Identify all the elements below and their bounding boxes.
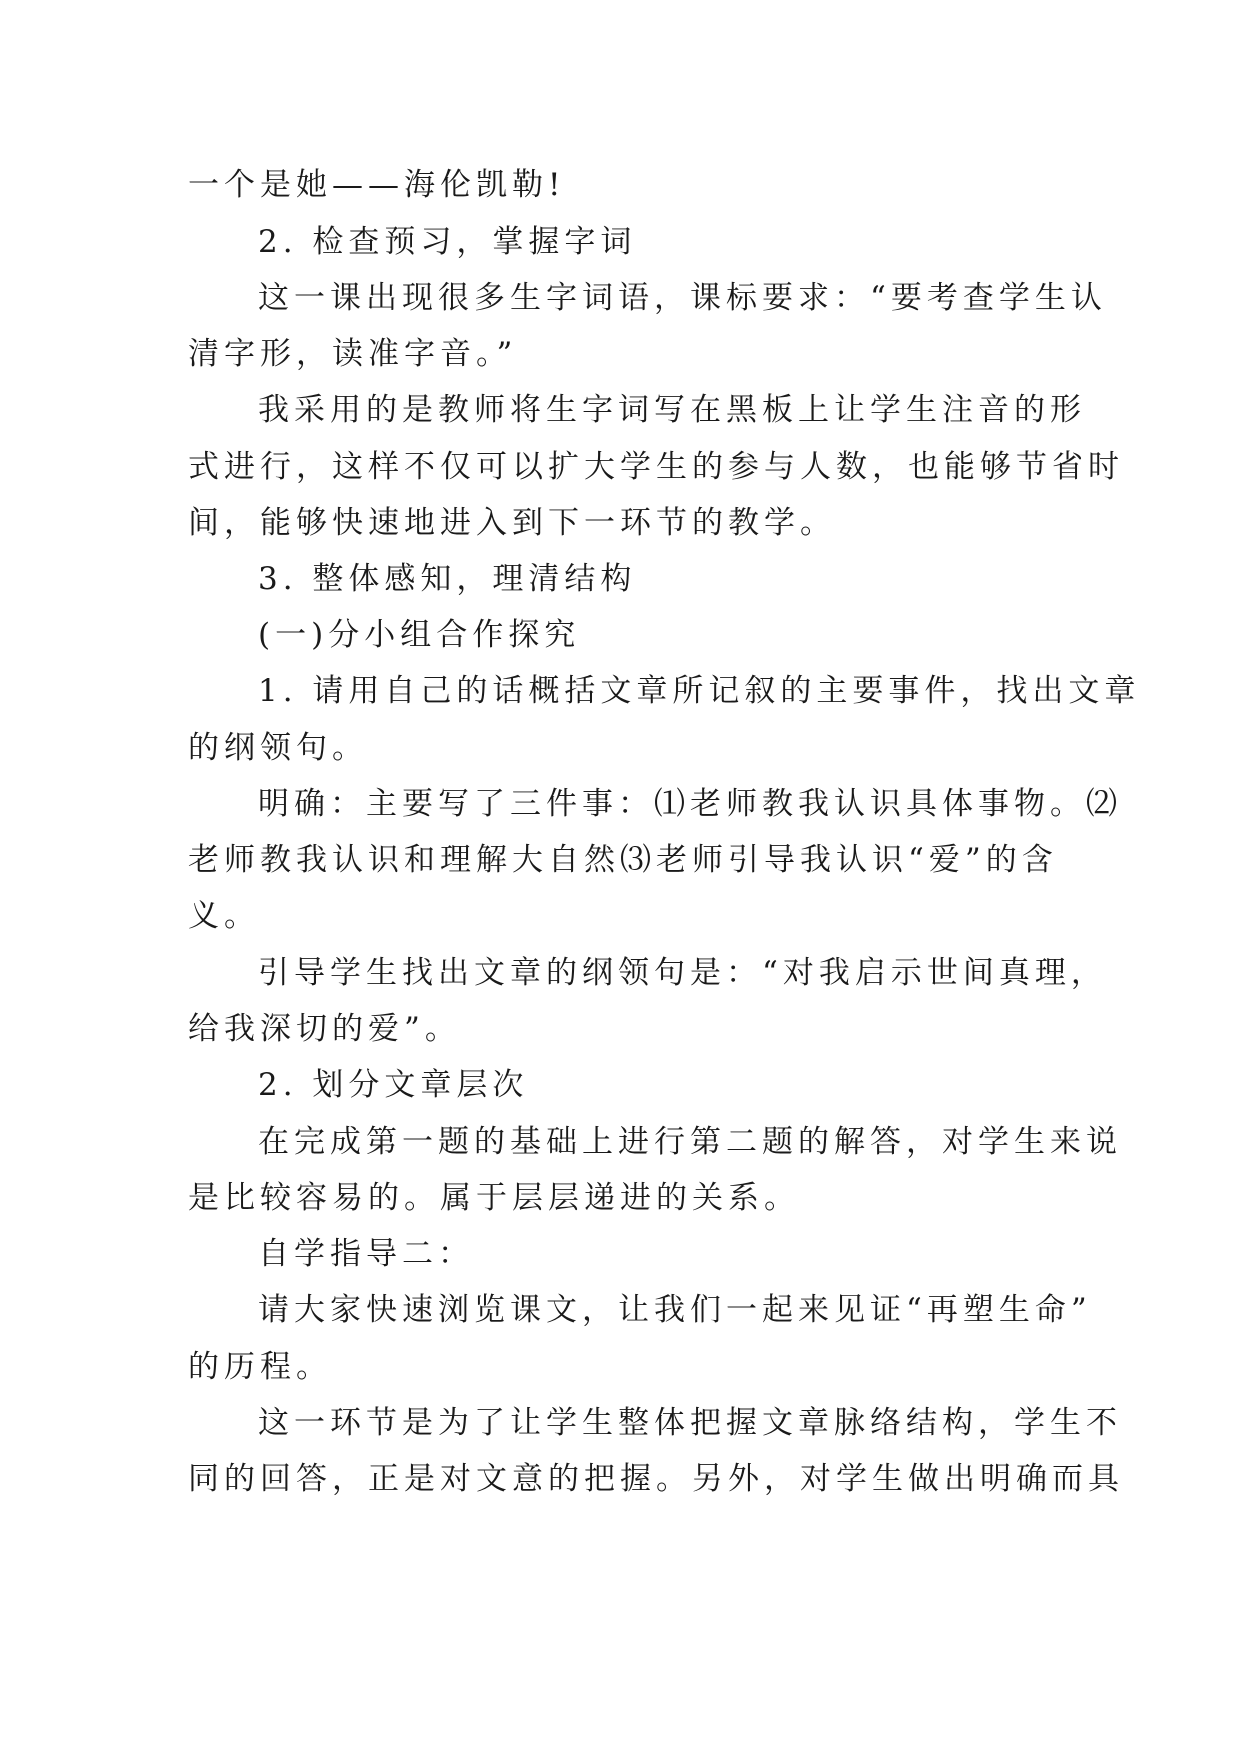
section-heading: 2. 检查预习，掌握字词 xyxy=(258,224,637,260)
text-line: 义。 xyxy=(188,898,260,934)
text-line: 的历程。 xyxy=(188,1349,332,1385)
section-heading: 2. 划分文章层次 xyxy=(258,1067,529,1103)
subsection-heading: (一)分小组合作探究 xyxy=(258,617,581,653)
text-line: 间，能够快速地进入到下一环节的教学。 xyxy=(188,505,836,541)
text-line: 请大家快速浏览课文，让我们一起来见证“再塑生命” xyxy=(258,1292,1092,1328)
text-line: 这一课出现很多生字词语，课标要求：“要考查学生认 xyxy=(258,280,1107,316)
text-line: 明确：主要写了三件事：⑴老师教我认识具体事物。⑵ xyxy=(258,786,1122,822)
text-line: 这一环节是为了让学生整体把握文章脉络结构，学生不 xyxy=(258,1405,1122,1441)
text-line: 自学指导二： xyxy=(258,1236,474,1272)
text-line: 式进行，这样不仅可以扩大学生的参与人数，也能够节省时 xyxy=(188,449,1124,485)
text-line: 清字形，读准字音。” xyxy=(188,336,518,372)
text-line: 一个是她——海伦凯勒! xyxy=(188,167,566,203)
text-line: 同的回答，正是对文意的把握。另外，对学生做出明确而具 xyxy=(188,1461,1124,1497)
text-line: 引导学生找出文章的纲领句是：“对我启示世间真理， xyxy=(258,955,1107,991)
section-heading: 3. 整体感知，理清结构 xyxy=(258,561,637,597)
text-line: 我采用的是教师将生字词写在黑板上让学生注音的形 xyxy=(258,392,1086,428)
text-line: 1. 请用自己的话概括文章所记叙的主要事件，找出文章 xyxy=(258,673,1141,709)
text-line: 给我深切的爱”。 xyxy=(188,1011,461,1047)
text-line: 老师教我认识和理解大自然⑶老师引导我认识“爱”的含 xyxy=(188,842,1058,878)
text-line: 是比较容易的。属于层层递进的关系。 xyxy=(188,1180,800,1216)
text-line: 在完成第一题的基础上进行第二题的解答，对学生来说 xyxy=(258,1124,1122,1160)
text-line: 的纲领句。 xyxy=(188,730,368,766)
